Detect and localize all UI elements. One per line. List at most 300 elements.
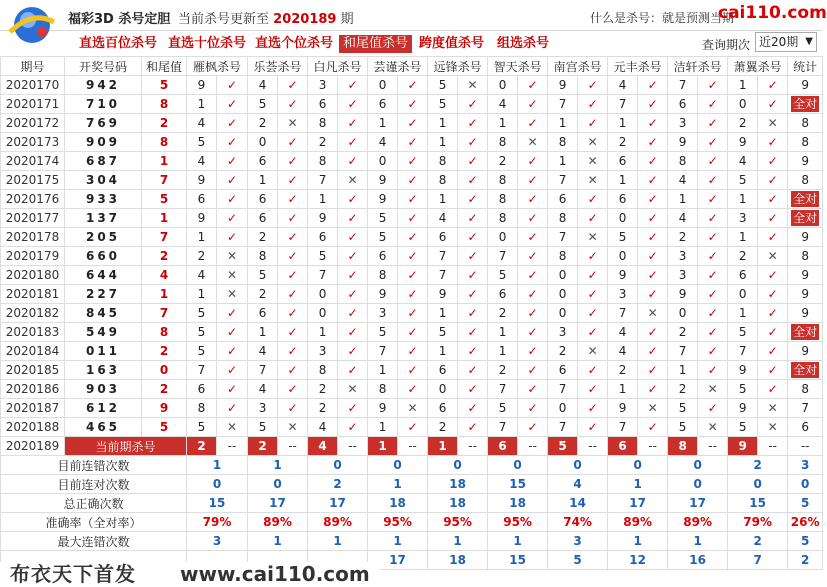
period-select[interactable] <box>755 32 817 52</box>
table-row <box>1 190 823 209</box>
cross-icon: ✕ <box>278 114 308 133</box>
check-icon: ✓ <box>758 190 788 209</box>
kill-number: 2 <box>728 114 758 133</box>
sum-tail: 1 <box>142 152 187 171</box>
kill-number: 1 <box>428 133 458 152</box>
stat-value: 18 <box>488 494 548 513</box>
check-icon: ✓ <box>518 399 548 418</box>
check-icon: ✓ <box>338 152 368 171</box>
kill-number: 1 <box>728 190 758 209</box>
kill-number: 1 <box>248 323 278 342</box>
kill-number: 8 <box>548 133 578 152</box>
check-icon: ✓ <box>698 95 728 114</box>
all-right-badge: 全对 <box>793 192 818 206</box>
kill-number: 5 <box>187 133 217 152</box>
kill-number: 6 <box>368 247 398 266</box>
check-icon: ✓ <box>578 76 608 95</box>
kill-number: 0 <box>548 266 578 285</box>
check-icon: ✓ <box>398 361 428 380</box>
check-icon: ✓ <box>698 247 728 266</box>
stat-row <box>1 456 823 475</box>
kill-number: 1 <box>248 171 278 190</box>
check-icon: ✓ <box>458 399 488 418</box>
check-icon: ✓ <box>578 304 608 323</box>
check-icon: ✓ <box>278 361 308 380</box>
draw-number: 011 <box>65 342 142 361</box>
draw-number: 909 <box>65 133 142 152</box>
check-icon: ✓ <box>217 304 248 323</box>
kill-number: 2 <box>608 133 638 152</box>
period-cell: 2020189 <box>1 437 65 456</box>
stat-value: 12 <box>608 551 668 570</box>
kill-number: 6 <box>308 95 338 114</box>
kill-number: 6 <box>248 209 278 228</box>
kill-number: 4 <box>668 171 698 190</box>
check-icon: ✓ <box>578 323 608 342</box>
kill-number: 1 <box>668 361 698 380</box>
kill-number: 6 <box>248 190 278 209</box>
check-icon: ✓ <box>217 95 248 114</box>
kill-number: 6 <box>428 361 458 380</box>
current-issue: 2020189 <box>273 12 337 27</box>
stat-cell: 6 <box>788 418 823 437</box>
kill-number: 0 <box>728 285 758 304</box>
check-icon: ✓ <box>638 380 668 399</box>
check-icon: ✓ <box>217 133 248 152</box>
what-is-kill-link[interactable]: 什么是杀号：就是预测当期 <box>590 11 735 25</box>
check-icon: ✓ <box>398 247 428 266</box>
stat-value: 0 <box>488 456 548 475</box>
check-icon: ✓ <box>338 361 368 380</box>
check-icon: ✓ <box>278 285 308 304</box>
table-row <box>1 304 823 323</box>
check-icon: ✓ <box>278 399 308 418</box>
current-kill-number: 6 <box>608 437 638 456</box>
kill-number: 9 <box>368 171 398 190</box>
column-header: 期号 <box>1 57 65 76</box>
kill-number: 8 <box>308 114 338 133</box>
check-icon: ✓ <box>217 361 248 380</box>
tab-tens[interactable]: 直选十位杀号 <box>168 36 247 51</box>
kill-number: 2 <box>668 228 698 247</box>
kill-number: 0 <box>548 399 578 418</box>
kill-number: 2 <box>308 133 338 152</box>
stat-value: 95% <box>368 513 428 532</box>
kill-number: 8 <box>488 171 518 190</box>
sum-tail: 5 <box>142 418 187 437</box>
kill-number: 5 <box>248 266 278 285</box>
tab-span[interactable]: 跨度值杀号 <box>419 36 485 51</box>
stat-cell: 8 <box>788 133 823 152</box>
column-header: 洁轩杀号 <box>668 57 728 76</box>
kill-number: 7 <box>668 76 698 95</box>
table-row <box>1 114 823 133</box>
check-icon: ✓ <box>638 209 668 228</box>
tab-units[interactable]: 直选个位杀号 <box>255 36 334 51</box>
column-header: 远锋杀号 <box>428 57 488 76</box>
app-title: 福彩3D 杀号定胆 <box>68 12 171 27</box>
check-icon: ✓ <box>698 76 728 95</box>
stat-value: 0 <box>368 456 428 475</box>
cross-icon: ✕ <box>578 171 608 190</box>
draw-number: 137 <box>65 209 142 228</box>
check-icon: ✓ <box>698 342 728 361</box>
kill-number: 3 <box>308 76 338 95</box>
kill-number: 7 <box>488 380 518 399</box>
check-icon: ✓ <box>698 171 728 190</box>
tab-group[interactable]: 组选杀号 <box>497 36 550 51</box>
kill-number: 7 <box>548 228 578 247</box>
kill-number: 0 <box>368 152 398 171</box>
kill-number: 3 <box>668 266 698 285</box>
kill-number: 9 <box>368 285 398 304</box>
kill-number: 7 <box>368 342 398 361</box>
kill-number: 1 <box>608 114 638 133</box>
table-row <box>1 152 823 171</box>
current-kill-number: 8 <box>668 437 698 456</box>
stat-value: 95% <box>488 513 548 532</box>
stat-value: 0 <box>728 475 788 494</box>
check-icon: ✓ <box>518 152 548 171</box>
period-cell: 2020185 <box>1 361 65 380</box>
stat-value: 89% <box>248 513 308 532</box>
stat-row <box>1 513 823 532</box>
stat-value: 5 <box>788 494 823 513</box>
stat-cell: 8 <box>788 171 823 190</box>
check-icon: ✓ <box>518 171 548 190</box>
kill-number: 1 <box>308 323 338 342</box>
stat-cell <box>788 323 823 342</box>
kill-number: 5 <box>488 266 518 285</box>
column-header: 乐荟杀号 <box>248 57 308 76</box>
check-icon: ✓ <box>518 342 548 361</box>
check-icon: ✓ <box>398 114 428 133</box>
sum-tail: 2 <box>142 342 187 361</box>
check-icon: ✓ <box>338 190 368 209</box>
kill-number: 9 <box>428 285 458 304</box>
tab-bar <box>0 32 822 54</box>
check-icon: ✓ <box>638 190 668 209</box>
kill-number: 4 <box>248 342 278 361</box>
period-cell: 2020173 <box>1 133 65 152</box>
check-icon: ✓ <box>458 133 488 152</box>
check-icon: ✓ <box>518 304 548 323</box>
kill-number: 8 <box>187 399 217 418</box>
kill-number: 2 <box>248 285 278 304</box>
stat-label: 准确率（全对率） <box>1 513 187 532</box>
period-cell: 2020174 <box>1 152 65 171</box>
kill-number: 0 <box>368 76 398 95</box>
check-icon: ✓ <box>578 209 608 228</box>
check-icon: ✓ <box>758 171 788 190</box>
kill-number: 7 <box>308 171 338 190</box>
period-cell: 2020171 <box>1 95 65 114</box>
stat-value: 17 <box>248 494 308 513</box>
draw-number: 942 <box>65 76 142 95</box>
check-icon: ✓ <box>518 266 548 285</box>
cross-icon: ✕ <box>217 266 248 285</box>
check-icon: ✓ <box>338 209 368 228</box>
kill-number: 4 <box>308 418 338 437</box>
current-kill-number: 5 <box>548 437 578 456</box>
table-row <box>1 399 823 418</box>
sum-tail: 7 <box>142 171 187 190</box>
current-label: 当前期杀号 <box>65 437 187 456</box>
kill-number: 0 <box>608 247 638 266</box>
stat-cell: 8 <box>788 247 823 266</box>
cross-icon: ✕ <box>758 418 788 437</box>
kill-number: 7 <box>187 361 217 380</box>
check-icon: ✓ <box>458 418 488 437</box>
sum-tail: 2 <box>142 380 187 399</box>
period-cell: 2020177 <box>1 209 65 228</box>
stat-value: 79% <box>187 513 248 532</box>
table-row <box>1 285 823 304</box>
stat-value: 0 <box>187 475 248 494</box>
stat-value: 74% <box>548 513 608 532</box>
column-header: 和尾值 <box>142 57 187 76</box>
table-row <box>1 361 823 380</box>
kill-number: 1 <box>187 285 217 304</box>
all-right-badge: 全对 <box>793 325 818 339</box>
stat-value: 3 <box>788 456 823 475</box>
update-suffix: 期 <box>340 12 354 27</box>
kill-number: 7 <box>608 304 638 323</box>
check-icon: ✓ <box>458 323 488 342</box>
stat-cell <box>788 95 823 114</box>
check-icon: ✓ <box>578 247 608 266</box>
sum-tail: 9 <box>142 399 187 418</box>
kill-number: 2 <box>548 342 578 361</box>
period-cell: 2020180 <box>1 266 65 285</box>
table-row <box>1 133 823 152</box>
footer-text: 布衣天下首发 <box>0 562 180 587</box>
kill-number: 9 <box>668 285 698 304</box>
kill-number: 9 <box>728 399 758 418</box>
check-icon: ✓ <box>278 133 308 152</box>
kill-number: 1 <box>548 152 578 171</box>
check-icon: ✓ <box>278 380 308 399</box>
check-icon: ✓ <box>698 228 728 247</box>
check-icon: ✓ <box>398 285 428 304</box>
stat-value: 79% <box>728 513 788 532</box>
draw-number: 163 <box>65 361 142 380</box>
period-label: 查询期次 <box>702 38 751 52</box>
kill-number: 5 <box>488 399 518 418</box>
sum-tail: 7 <box>142 228 187 247</box>
stat-value: 1 <box>248 456 308 475</box>
check-icon: ✓ <box>518 76 548 95</box>
stat-value: 95% <box>428 513 488 532</box>
kill-number: 1 <box>488 323 518 342</box>
period-select-value: 近20期 <box>759 35 799 49</box>
header <box>0 0 827 31</box>
tab-sum-tail[interactable]: 和尾值杀号 <box>339 35 412 53</box>
cross-icon: ✕ <box>338 380 368 399</box>
sum-tail: 4 <box>142 266 187 285</box>
check-icon: ✓ <box>638 361 668 380</box>
kill-number: 6 <box>308 228 338 247</box>
kill-number: 0 <box>548 304 578 323</box>
period-cell: 2020181 <box>1 285 65 304</box>
check-icon: ✓ <box>518 95 548 114</box>
kill-number: 5 <box>187 304 217 323</box>
check-icon: ✓ <box>638 171 668 190</box>
current-kill-number: 2 <box>248 437 278 456</box>
check-icon: ✓ <box>698 152 728 171</box>
kill-number: 1 <box>428 190 458 209</box>
kill-number: 7 <box>548 171 578 190</box>
stat-label: 目前连错次数 <box>1 456 187 475</box>
period-cell: 2020178 <box>1 228 65 247</box>
stat-value: 0 <box>788 475 823 494</box>
kill-number: 3 <box>308 342 338 361</box>
stat-value: 2 <box>788 551 823 570</box>
column-header: 统计 <box>788 57 823 76</box>
kill-number: 0 <box>728 95 758 114</box>
sum-tail: 8 <box>142 133 187 152</box>
cross-icon: ✕ <box>698 418 728 437</box>
stat-row <box>1 494 823 513</box>
kill-number: 6 <box>428 399 458 418</box>
kill-number: 3 <box>668 114 698 133</box>
check-icon: ✓ <box>338 228 368 247</box>
kill-number: 1 <box>548 114 578 133</box>
cross-icon: ✕ <box>278 418 308 437</box>
check-icon: ✓ <box>398 228 428 247</box>
sum-tail: 0 <box>142 361 187 380</box>
check-icon: ✓ <box>278 152 308 171</box>
kill-number: 8 <box>368 380 398 399</box>
dash: -- <box>338 437 368 456</box>
kill-number: 5 <box>668 399 698 418</box>
kill-number: 6 <box>608 190 638 209</box>
stat-value: 0 <box>668 475 728 494</box>
footer-url[interactable]: www.cai110.com <box>180 562 380 587</box>
check-icon: ✓ <box>638 114 668 133</box>
check-icon: ✓ <box>518 380 548 399</box>
check-icon: ✓ <box>638 418 668 437</box>
check-icon: ✓ <box>217 323 248 342</box>
stat-row <box>1 475 823 494</box>
stat-cell: 8 <box>788 380 823 399</box>
kill-number: 5 <box>368 228 398 247</box>
kill-number: 9 <box>728 133 758 152</box>
current-kill-number: 1 <box>368 437 398 456</box>
draw-number: 769 <box>65 114 142 133</box>
kill-number: 6 <box>548 361 578 380</box>
cross-icon: ✕ <box>518 133 548 152</box>
kill-number: 9 <box>548 76 578 95</box>
kill-number: 3 <box>728 209 758 228</box>
cross-icon: ✕ <box>638 304 668 323</box>
brand-logo[interactable]: cai110.com <box>718 3 827 23</box>
tab-hundreds[interactable]: 直选百位杀号 <box>79 36 158 51</box>
stat-value: 4 <box>548 475 608 494</box>
column-header: 开奖号码 <box>65 57 142 76</box>
cross-icon: ✕ <box>578 342 608 361</box>
cross-icon: ✕ <box>398 399 428 418</box>
check-icon: ✓ <box>398 133 428 152</box>
cross-icon: ✕ <box>578 152 608 171</box>
check-icon: ✓ <box>578 190 608 209</box>
stat-value: 18 <box>428 551 488 570</box>
check-icon: ✓ <box>217 76 248 95</box>
kill-number: 8 <box>308 152 338 171</box>
kill-number: 7 <box>308 266 338 285</box>
table-row <box>1 228 823 247</box>
check-icon: ✓ <box>217 380 248 399</box>
stat-value: 1 <box>488 532 548 551</box>
draw-number: 227 <box>65 285 142 304</box>
stat-value: 1 <box>428 532 488 551</box>
check-icon: ✓ <box>578 285 608 304</box>
check-icon: ✓ <box>578 418 608 437</box>
table-row <box>1 380 823 399</box>
check-icon: ✓ <box>338 266 368 285</box>
kill-number: 2 <box>308 380 338 399</box>
stat-cell: 8 <box>788 114 823 133</box>
dash: -- <box>758 437 788 456</box>
check-icon: ✓ <box>338 304 368 323</box>
period-cell: 2020175 <box>1 171 65 190</box>
draw-number: 687 <box>65 152 142 171</box>
kill-number: 1 <box>368 361 398 380</box>
column-header: 萧翼杀号 <box>728 57 788 76</box>
check-icon: ✓ <box>217 190 248 209</box>
all-right-badge: 全对 <box>793 363 818 377</box>
check-icon: ✓ <box>758 323 788 342</box>
kill-number: 1 <box>608 171 638 190</box>
kill-number: 9 <box>187 209 217 228</box>
kill-number: 2 <box>608 361 638 380</box>
kill-number: 9 <box>187 171 217 190</box>
check-icon: ✓ <box>217 114 248 133</box>
kill-number: 5 <box>668 418 698 437</box>
kill-number: 5 <box>428 323 458 342</box>
check-icon: ✓ <box>338 114 368 133</box>
check-icon: ✓ <box>398 304 428 323</box>
check-icon: ✓ <box>758 76 788 95</box>
check-icon: ✓ <box>518 418 548 437</box>
check-icon: ✓ <box>578 266 608 285</box>
stat-cell: 9 <box>788 228 823 247</box>
stat-value: 1 <box>368 532 428 551</box>
kill-number: 7 <box>608 418 638 437</box>
current-kill-number: 4 <box>308 437 338 456</box>
header-row <box>1 57 823 76</box>
kill-number: 5 <box>308 247 338 266</box>
kill-number: 1 <box>728 228 758 247</box>
all-right-badge: 全对 <box>793 97 818 111</box>
kill-number: 5 <box>368 323 398 342</box>
kill-number: 5 <box>248 418 278 437</box>
stat-row <box>1 532 823 551</box>
kill-number: 2 <box>728 247 758 266</box>
check-icon: ✓ <box>338 418 368 437</box>
check-icon: ✓ <box>578 95 608 114</box>
sum-tail: 7 <box>142 304 187 323</box>
stat-cell: 9 <box>788 266 823 285</box>
check-icon: ✓ <box>278 342 308 361</box>
check-icon: ✓ <box>458 95 488 114</box>
cross-icon: ✕ <box>217 418 248 437</box>
check-icon: ✓ <box>758 361 788 380</box>
stat-value: 2 <box>728 456 788 475</box>
stat-cell <box>788 209 823 228</box>
kill-number: 9 <box>668 133 698 152</box>
kill-number: 8 <box>548 247 578 266</box>
